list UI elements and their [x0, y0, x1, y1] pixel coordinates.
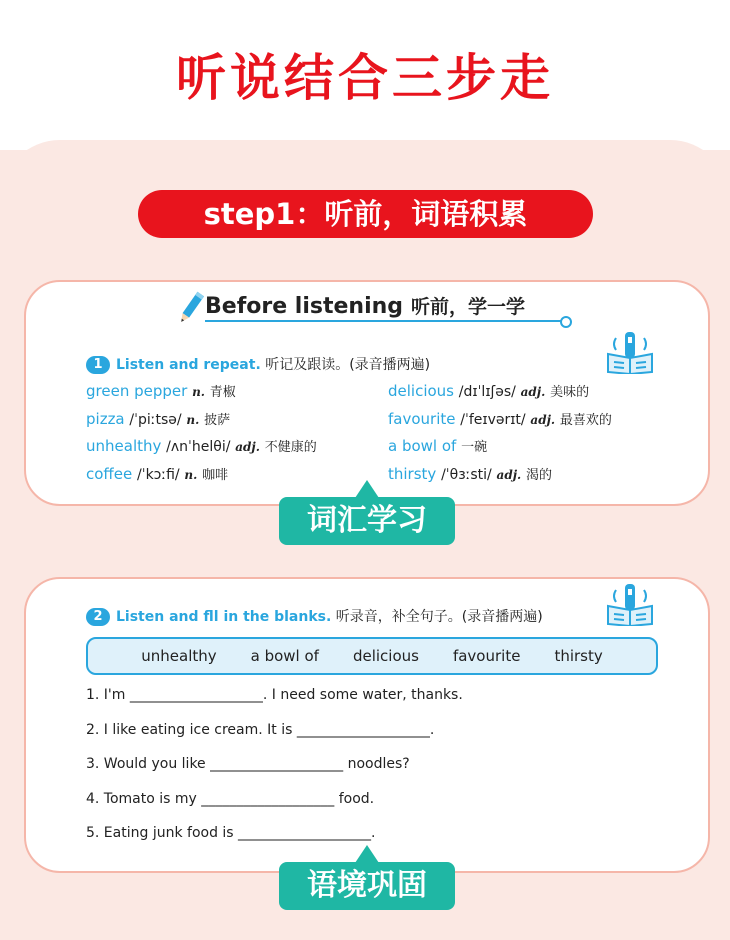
instruction-1 — [86, 354, 430, 374]
vocab-meaning: 不健康的 — [264, 440, 317, 455]
vocab-item — [388, 464, 552, 483]
vocab-phonetic: /dɪˈlɪʃəs/ — [458, 384, 516, 400]
vocab-meaning: 渴的 — [526, 468, 553, 483]
vocab-pos: adj. — [235, 440, 260, 454]
instruction-chinese: 听记及跟读。(录音播两遍) — [265, 357, 431, 373]
word-bank-item: a bowl of — [250, 647, 319, 665]
vocabulary-tag: 词汇学习 — [279, 497, 455, 545]
vocab-item — [388, 409, 612, 428]
vocab-pos: n. — [184, 468, 198, 482]
heading-underline — [205, 320, 565, 322]
vocab-item — [86, 464, 228, 483]
vocab-item — [86, 381, 236, 400]
vocab-item — [86, 409, 230, 428]
vocab-word: green pepper — [86, 382, 188, 400]
vocab-item — [388, 381, 589, 400]
audio-pen-icon[interactable] — [604, 582, 656, 626]
vocab-word: unhealthy — [86, 437, 162, 455]
vocab-meaning: 披萨 — [204, 413, 231, 428]
exercise-sentence: 1. I'm ___________________. I need some water, thanks. — [86, 687, 463, 703]
context-tag: 语境巩固 — [279, 862, 455, 910]
vocab-pos: n. — [192, 385, 205, 399]
exercise-sentence: 2. I like eating ice cream. It is ___________________. — [86, 722, 435, 738]
audio-pen-icon[interactable] — [604, 330, 656, 374]
heading-underline-dot — [560, 316, 572, 328]
instruction-number: 2 — [86, 608, 110, 626]
instruction-2 — [86, 606, 543, 626]
instruction-number: 1 — [86, 356, 110, 374]
page-title: 听说结合三步走 — [176, 49, 554, 107]
vocab-item — [86, 436, 317, 455]
vocab-meaning: 青椒 — [209, 385, 236, 400]
instruction-english: Listen and repeat. — [116, 357, 261, 373]
section-heading — [205, 292, 525, 319]
heading-chinese: 听前，学一学 — [411, 296, 526, 318]
word-bank — [86, 637, 658, 675]
tag-pointer — [355, 845, 379, 863]
exercise-sentence: 3. Would you like ___________________ noodles? — [86, 756, 410, 772]
vocab-phonetic: /ˈθɜːsti/ — [441, 467, 492, 483]
vocab-phonetic: /ˈfeɪvərɪt/ — [460, 412, 526, 428]
vocab-phonetic: /ˈpiːtsə/ — [129, 412, 182, 428]
word-bank-item: unhealthy — [141, 647, 217, 665]
vocab-phonetic: /ʌnˈhelθi/ — [166, 439, 231, 455]
vocab-word: favourite — [388, 410, 456, 428]
vocab-word: coffee — [86, 465, 133, 483]
word-bank-item: thirsty — [554, 647, 603, 665]
vocab-word: a bowl of — [388, 437, 457, 455]
heading-english: Before listening — [205, 294, 404, 319]
vocab-item — [388, 436, 487, 455]
exercise-sentence: 5. Eating junk food is ___________________. — [86, 825, 376, 841]
vocab-word: delicious — [388, 382, 454, 400]
exercise-sentence: 4. Tomato is my ___________________ food. — [86, 791, 375, 807]
instruction-chinese: 听录音，补全句子。(录音播两遍) — [335, 609, 543, 625]
vocab-pos: adj. — [520, 385, 546, 399]
vocab-meaning: 咖啡 — [202, 468, 229, 483]
vocab-pos: adj. — [530, 413, 556, 427]
word-bank-item: delicious — [352, 647, 419, 665]
word-bank-item: favourite — [452, 647, 521, 665]
vocab-phonetic: /ˈkɔːfi/ — [137, 467, 180, 483]
vocab-meaning: 美味的 — [550, 385, 590, 400]
step-banner: step1：听前，词语积累 — [138, 190, 593, 238]
vocab-word: pizza — [86, 410, 125, 428]
tag-pointer — [355, 480, 379, 498]
vocab-pos: n. — [186, 413, 200, 427]
vocab-pos: adj. — [496, 468, 522, 482]
pencil-icon — [175, 289, 207, 327]
vocab-word: thirsty — [388, 465, 437, 483]
vocab-meaning: 一碗 — [461, 440, 488, 455]
vocab-meaning: 最喜欢的 — [559, 413, 612, 428]
instruction-english: Listen and fll in the blanks. — [116, 609, 332, 625]
